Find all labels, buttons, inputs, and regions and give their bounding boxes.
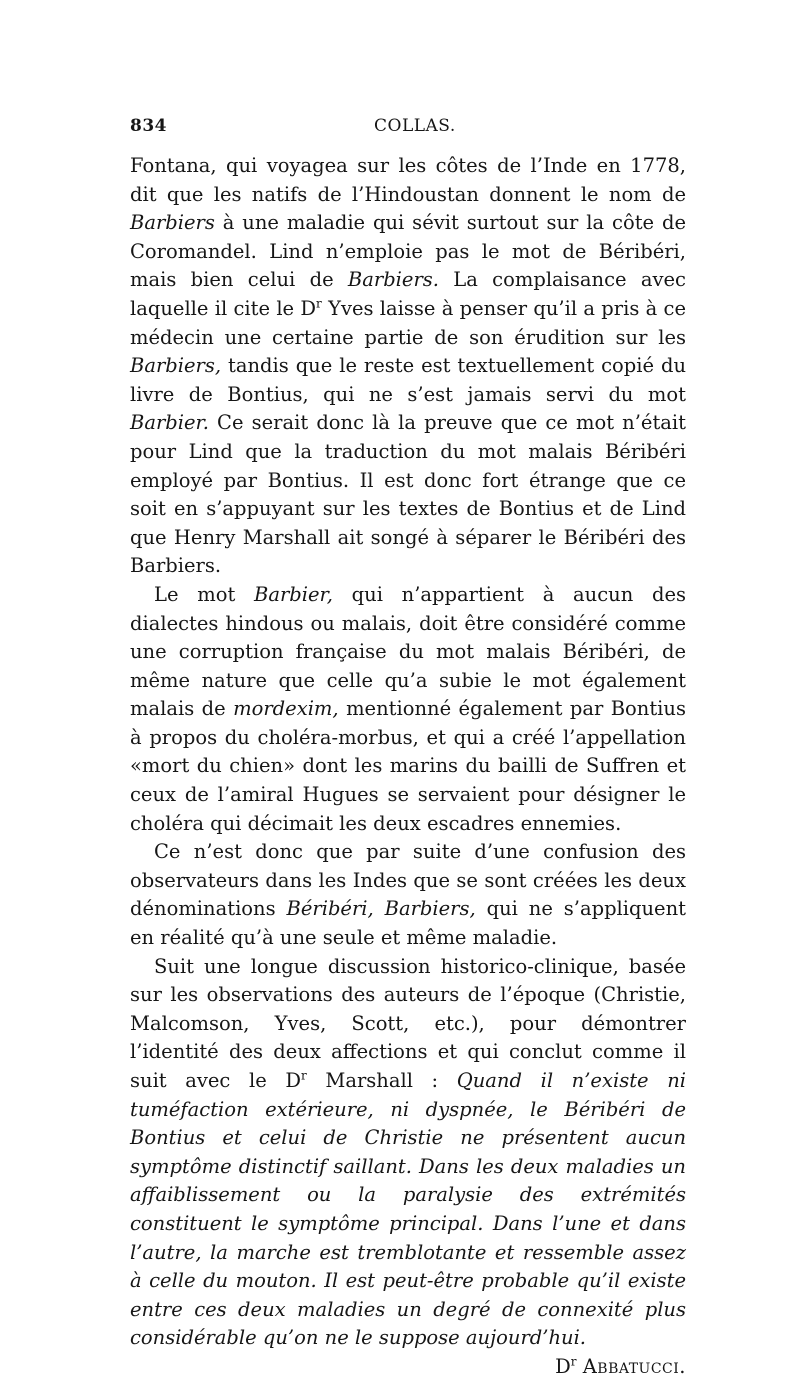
text-segment: Suit une longue discussion historico-clinique, basée sur les observations des auteurs de l’époque (Christie, Malcomson, Yves, Scott, etc.), pour démontrer l’identité des deux affections et qui conclut comme il suit avec le D <box>130 954 686 1092</box>
text-segment: Ce n’est donc que par suite d’une confusion des observateurs dans les Indes que se sont créées les deux dénominations <box>130 840 686 921</box>
italic-text: Barbier. <box>130 411 209 435</box>
text-segment: Yves laisse à penser qu’il a pris à ce médecin une certaine partie de son érudition sur les <box>130 296 686 349</box>
text-segment: Le mot <box>154 582 255 606</box>
italic-text: Barbiers <box>130 211 215 235</box>
text-segment: qui ne s’appliquent en réalité qu’à une seule et même maladie. <box>130 897 686 950</box>
running-head-title: COLLAS. <box>374 116 456 136</box>
signature-prefix: D <box>555 1354 571 1378</box>
italic-text: Barbiers, <box>130 354 222 378</box>
superscript: r <box>316 296 322 311</box>
italic-text: Barbier, <box>254 582 333 606</box>
text-segment: Fontana, qui voyagea sur les côtes de l’Inde en 1778, dit que les natifs de l’Hindoustan donnent le nom de <box>130 154 686 206</box>
italic-text: Béribéri, Barbiers, <box>286 897 476 921</box>
page-number: 834 <box>130 116 167 136</box>
signature-name: Abbatucci. <box>582 1354 686 1378</box>
signature <box>130 1353 686 1382</box>
text-segment: mentionné également par Bontius à propos du choléra-morbus, et qui a créé l’appellation «mort du chien» dont les marins du bailli de Suffren et ceux de l’amiral Hugues se servaient pour désigner le choléra qui décimait les deux escadres ennemies. <box>130 697 686 835</box>
paragraph-4 <box>130 953 686 1353</box>
paragraph-2 <box>130 581 686 838</box>
text-segment: Marshall : <box>306 1069 457 1092</box>
text-segment: tandis que le reste est textuellement copié du livre de Bontius, qui ne s’est jamais servi du mot <box>130 354 686 406</box>
body-text <box>130 152 686 1353</box>
signature-prefix-sup: r <box>570 1354 577 1369</box>
italic-text: Quand il n’existe ni tuméfaction extérieure, ni dyspnée, le Béribéri de Bontius et celui de Christie ne présentent aucun symptôme distinctif saillant. Dans les deux maladies un affaiblissement ou la paralysie des extrémités constituent le symptôme principal. Dans l’une et dans l’autre, la marche est tremblotante et ressemble assez à celle du mouton. Il est peut-être probable qu’il existe entre ces deux maladies un degré de connexité plus considérable qu’on ne le suppose aujourd’hui. <box>130 1069 686 1350</box>
paragraph-3 <box>130 838 686 952</box>
superscript: r <box>301 1068 307 1083</box>
running-head <box>130 116 686 142</box>
paragraph-1 <box>130 152 686 581</box>
text-segment: La complaisance avec laquelle il cite le D <box>130 268 686 320</box>
text-segment: qui n’appartient à aucun des dialectes hindous ou malais, doit être considéré comme une corruption française du mot malais Béribéri, de même nature que celle qu’a subie le mot également malais de <box>130 582 687 721</box>
italic-text: Barbiers. <box>347 268 439 292</box>
italic-text: mordexim, <box>233 697 339 721</box>
book-page <box>130 116 686 1382</box>
text-segment: Ce serait donc là la preuve que ce mot n’était pour Lind que la traduction du mot malais Béribéri employé par Bontius. Il est donc fort étrange que ce soit en s’appuyant sur les textes de Bontius et de Lind que Henry Marshall ait songé à séparer le Béribéri des Barbiers. <box>130 411 686 578</box>
text-segment: à une maladie qui sévit surtout sur la côte de Coromandel. Lind n’emploie pas le mot de Béribéri, mais bien celui de <box>130 211 686 292</box>
